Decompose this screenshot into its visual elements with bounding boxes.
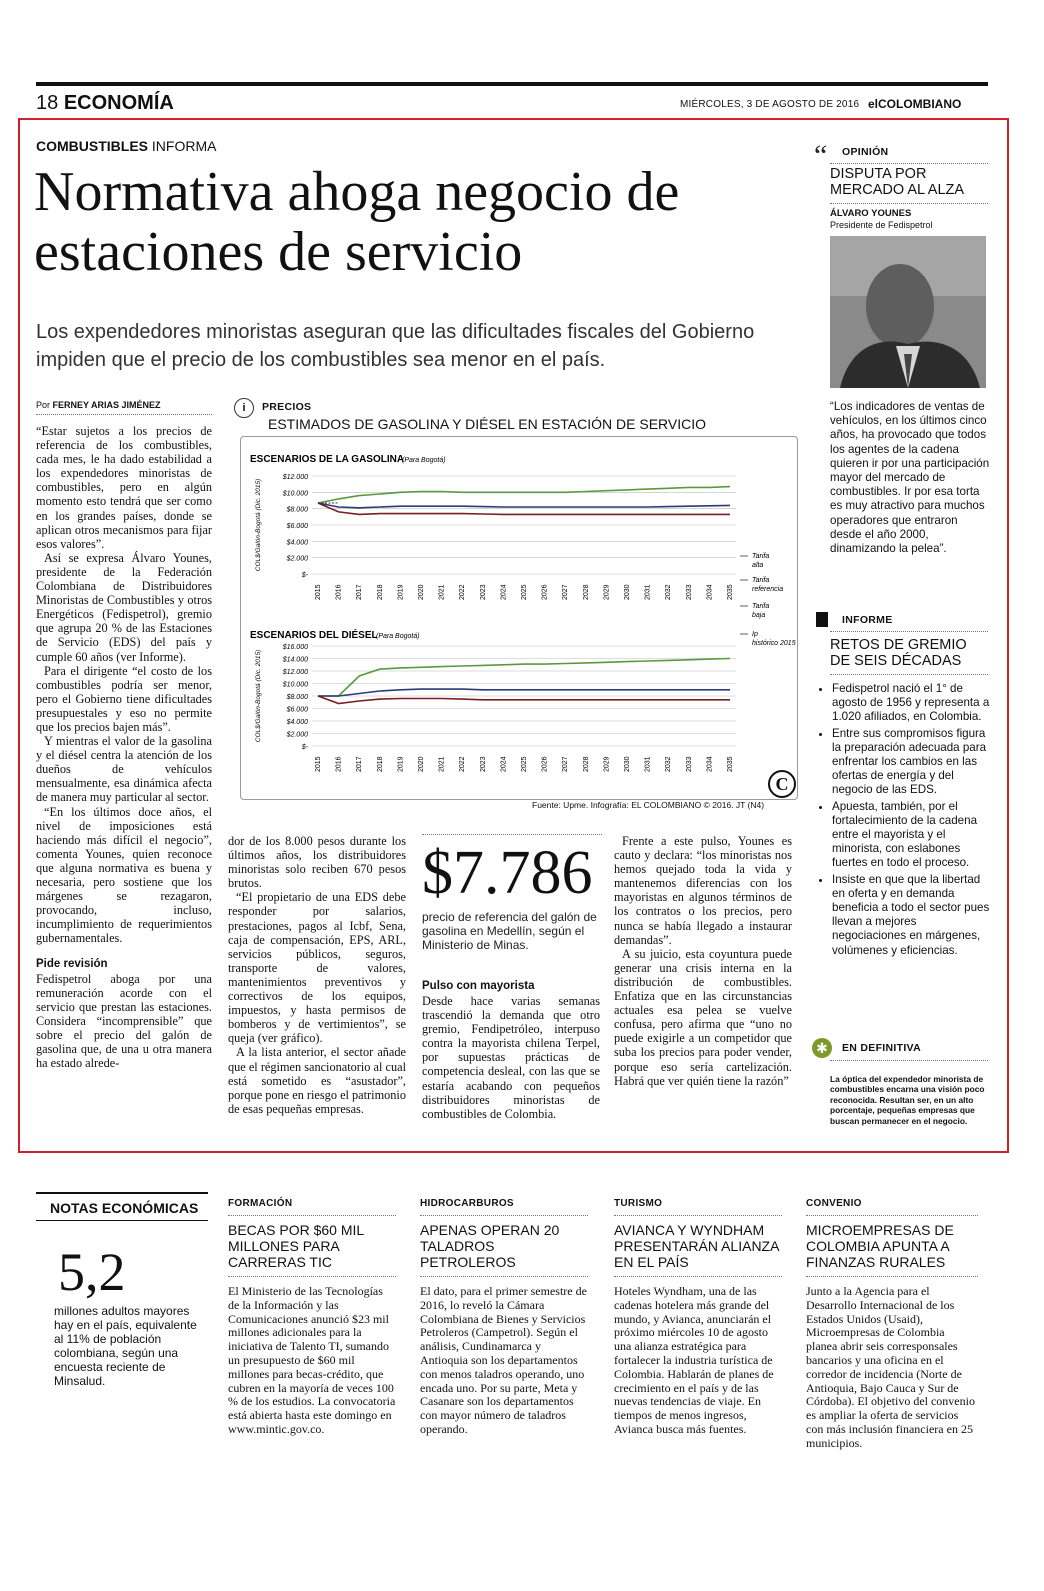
x-tick-label: 2028	[582, 584, 590, 600]
nota-rule	[228, 1276, 396, 1277]
y-tick-label: $12.000	[282, 669, 308, 676]
paragraph: dor de los 8.000 pesos durante los últimos años, los distribuidores minoristas solo reciben 670 pesos brutos.	[228, 834, 406, 891]
nota-label: FORMACIÓN	[228, 1198, 293, 1209]
nota-title: AVIANCA Y WYNDHAM PRESENTARÁN ALIANZA EN EL PAÍS	[614, 1222, 779, 1270]
y-tick-label: $4.000	[286, 539, 308, 547]
y-tick-label: $16.000	[282, 644, 308, 651]
kicker	[36, 138, 216, 154]
quote-icon: “	[814, 139, 828, 172]
x-tick-label: 2024	[500, 584, 508, 600]
byline-rule	[36, 414, 212, 415]
nota-title: MICROEMPRESAS DE COLOMBIA APUNTA A FINANZAS RURALES	[806, 1222, 954, 1270]
informe-list	[822, 682, 990, 960]
paragraph: Y mientras el valor de la gasolina y el diésel centra la atención de los dueños de vehículos mensualmente, esa dinámica afecta de manera muy particular al sector.	[36, 734, 212, 805]
legend-entry: Tarifa	[752, 553, 770, 560]
notas-rule-2	[36, 1220, 208, 1221]
brand-prefix: el	[868, 97, 879, 111]
x-tick-label: 2035	[727, 584, 734, 600]
x-tick-label: 2021	[438, 756, 446, 772]
x-tick-label: 2017	[356, 584, 364, 600]
x-tick-label: 2025	[521, 584, 528, 600]
x-tick-label: 2019	[397, 756, 405, 772]
nota-formacion	[228, 1198, 396, 1437]
x-tick-label: 2026	[541, 584, 549, 600]
series-line	[318, 487, 730, 503]
body-column-3	[422, 994, 600, 1121]
opinion-author: ÁLVARO YOUNES	[830, 208, 912, 219]
y-tick-label: $6.000	[286, 706, 308, 714]
body-column-4	[614, 834, 792, 1088]
nota-label: CONVENIO	[806, 1198, 862, 1209]
legend-entry: Tarifa	[752, 603, 770, 610]
section-name: ECONOMÍA	[63, 92, 174, 114]
x-tick-label: 2025	[521, 756, 528, 772]
byline-name: FERNEY ARIAS JIMÉNEZ	[52, 400, 161, 410]
paragraph: A la lista anterior, el sector añade que el régimen sancionatorio al cual está sometido es “asustador”, porque pone en riesgo el patrimonio de esas pequeñas empresas.	[228, 1045, 406, 1116]
x-tick-label: 2030	[624, 584, 631, 600]
x-tick-label: 2026	[541, 756, 549, 772]
x-tick-label: 2018	[376, 756, 384, 772]
y-tick-label: $8.000	[286, 506, 308, 514]
x-tick-label: 2034	[706, 756, 714, 772]
subhead-pulso: Pulso con mayorista	[422, 980, 535, 992]
x-tick-label: 2031	[644, 584, 652, 600]
nota-convenio	[806, 1198, 978, 1451]
definitiva-rule	[830, 1060, 988, 1061]
legend-entry: Ip	[752, 631, 758, 638]
nota-text: Hoteles Wyndham, una de las cadenas hotelera más grande del mundo, y Avianca, anunciarán el próximo miércoles 10 de agosto una alianza estratégica para fortalecer la industria turística de Colombia. Hablarán de planes de crecimiento en el país y de las nuevas tendencias de viaje. En tiempos de menos ingresos, Avianca busca más fuentes.	[614, 1284, 774, 1436]
y-tick-label: $6.000	[286, 523, 308, 530]
x-tick-label: 2024	[500, 756, 508, 772]
opinion-text: “Los indicadores de ventas de vehículos, en los últimos cinco años, ha provocado que todos los agentes de la cadena quieren ir por una participación mayor del mercado de combustibles. Ir por esa torta es muy atractivo para muchos operadores que entraron desde el año 2000, dinamizando la pelea”.	[830, 400, 990, 556]
y-tick-label: $-	[301, 744, 308, 751]
deck: Los expendedores minoristas aseguran que las dificultades fiscales del Gobierno impiden que el precio de los combustibles sea menor en el país.	[36, 321, 755, 371]
body-column-1	[36, 424, 212, 1070]
nota-rule	[806, 1276, 978, 1277]
x-tick-label: 2021	[438, 584, 446, 600]
definitiva-text: La óptica del expendedor minorista de combustibles encarna una visión poco reconocida. Resultan ser, en un alto porcentaje, pequeñas empresas que buscan permanecer en el negocio.	[830, 1074, 985, 1126]
y-axis-label: COL$/Galón-Bogotá (Dic. 2015)	[255, 649, 262, 743]
opinion-rule	[830, 163, 988, 164]
opinion-label: OPINIÓN	[842, 146, 889, 158]
paragraph: Fedispetrol aboga por una remuneración acorde con el servicio que prestan las estaciones. Considera “incomprensible” que sobre el precio del galón de gasolina que, de una u otra manera ha estado alrede-	[36, 971, 212, 1071]
x-tick-label: 2017	[356, 756, 364, 772]
x-tick-label: 2028	[582, 756, 590, 772]
x-tick-label: 2034	[706, 584, 714, 600]
nota-rule	[614, 1276, 782, 1277]
nota-text: El dato, para el primer semestre de 2016, lo reveló la Cámara Colombiana de Bienes y Servicios Petroleros (Campetrol). Según el análisis, Cundinamarca y Antioquia son los departamentos con menos taladros operando, uno encada uno. Por su parte, Meta y Casanare son los departamentos con mayor número de taladros operando.	[420, 1284, 587, 1436]
x-tick-label: 2022	[459, 584, 467, 600]
x-tick-label: 2020	[418, 756, 425, 772]
nota-rule	[614, 1215, 782, 1216]
x-tick-label: 2030	[624, 756, 631, 772]
y-tick-label: $-	[301, 572, 308, 579]
definitiva-label: EN DEFINITIVA	[842, 1042, 921, 1054]
notas-rule	[36, 1192, 208, 1194]
paragraph: “Estar sujetos a los precios de referencia de los combustibles, cada mes, le ha dado estabilidad a los expendedores minoristas de combustibles, pero en algún momento esto tendrá que ser como en los grandes países, donde se aplican otros mecanismos para fijar esos valores”.	[36, 424, 212, 551]
page-header	[36, 92, 174, 115]
document-icon	[816, 612, 828, 627]
notas-big-number: 5,2	[58, 1242, 126, 1302]
x-tick-label: 2032	[665, 756, 673, 772]
nota-rule	[420, 1215, 588, 1216]
x-tick-label: 2029	[603, 756, 611, 772]
body-column-2	[228, 834, 406, 1116]
x-tick-label: 2027	[562, 584, 570, 600]
list-item: • Apuesta, también, por el fortalecimiento de la cadena entre el mayorista y el minorista, con eslabones fuertes en todo el proceso.	[832, 800, 990, 871]
x-tick-label: 2032	[665, 584, 673, 600]
x-tick-label: 2015	[315, 756, 322, 772]
byline-prefix: Por	[36, 400, 51, 410]
info-icon: i	[234, 398, 254, 418]
chart-source: Fuente: Upme. Infografía: EL COLOMBIANO © 2016. JT (N4)	[532, 800, 765, 810]
nota-rule	[228, 1215, 396, 1216]
x-tick-label: 2018	[376, 584, 384, 600]
bignumber-rule	[422, 834, 602, 835]
y-tick-label: $10.000	[282, 681, 308, 689]
series-line	[318, 696, 730, 704]
x-tick-label: 2023	[479, 756, 487, 772]
informe-title: RETOS DE GREMIO DE SEIS DÉCADAS	[830, 637, 967, 669]
top-rule	[36, 82, 988, 86]
notas-big-caption: millones adultos mayores hay en el país, equivalente al 11% de población colombiana, según una encuesta reciente de Minsalud.	[54, 1304, 197, 1388]
informe-rule	[830, 631, 988, 632]
paragraph: Así se expresa Álvaro Younes, presidente de la Federación Colombiana de Distribuidores Minoristas de Combustibles y otros Energéticos (Fedispetrol), gremio que agrupa 20 % de las Estaciones de Servicio (EDS) del país y cumple 60 años (ver Informe).	[36, 550, 212, 664]
x-tick-label: 2016	[335, 756, 343, 772]
x-tick-label: 2015	[315, 584, 322, 600]
chart-title: ESCENARIOS DE LA GASOLINA	[250, 454, 405, 465]
series-line	[318, 503, 730, 508]
byline	[36, 400, 161, 410]
nota-title: APENAS OPERAN 20 TALADROS PETROLEROS	[420, 1222, 560, 1270]
chart-title: ESCENARIOS DEL DIÉSEL	[250, 630, 378, 641]
kicker-bold: COMBUSTIBLES	[36, 138, 148, 154]
paragraph: Frente a este pulso, Younes es cauto y declara: “los minoristas nos hemos quejado toda la vida y mantenemos diferencias con los mayoristas en algunos términos de los contratos o los precios, pero nunca se había llegado a instaurar demandas”.	[614, 834, 792, 947]
big-number: $7.786	[422, 839, 593, 907]
y-tick-label: $8.000	[286, 694, 308, 701]
paragraph: Para el dirigente “el costo de los combustibles podría ser menor, pero el Gobierno tiene dificultades presupuestales y eso no permite que los precios bajen más”.	[36, 663, 212, 734]
x-tick-label: 2033	[685, 756, 693, 772]
list-item: • Entre sus compromisos figura la preparación adecuada para enfrentar los cambios en las ofertas de energía y del negocio de las EDS.	[832, 727, 990, 798]
y-axis-label: COL$/Galón-Bogotá (Dic. 2015)	[255, 478, 262, 572]
informe-label: INFORME	[842, 614, 893, 626]
newspaper-brand	[868, 97, 961, 111]
opinion-role: Presidente de Fedispetrol	[830, 220, 933, 230]
nota-text: El Ministerio de las Tecnologías de la Información y las Comunicaciones anunció $23 mil millones adicionales para la iniciativa de Talento TI, sumando un presupuesto de $60 mil millones para becas-crédito, que cubren en la mayoría de veces 100 % de los estudios. La convocatoria está abierta hasta este domingo en www.mintic.gov.co.	[228, 1284, 396, 1436]
y-tick-label: $2.000	[286, 731, 308, 739]
x-tick-label: 2019	[397, 584, 405, 600]
badge-icon: ✱	[812, 1038, 832, 1058]
list-item: • Insiste en que que la libertad en oferta y en demanda beneficia a todo el sector pues llevan a mejores negociaciones en márgenes, volúmenes y eficiencias.	[832, 873, 990, 958]
page-number: 18	[36, 92, 59, 114]
opinion-title: DISPUTA POR MERCADO AL ALZA	[830, 166, 965, 198]
elcolombiano-logo-icon: C	[768, 770, 796, 798]
x-tick-label: 2033	[685, 584, 693, 600]
y-tick-label: $4.000	[286, 719, 308, 726]
opinion-rule-2	[830, 203, 988, 204]
legend-entry-cont: histórico 2015	[752, 640, 796, 647]
legend-entry-cont: baja	[752, 612, 766, 619]
legend-entry: Tarifa	[752, 577, 770, 584]
paragraph: “El propietario de una EDS debe responder por salarios, prestaciones, pagos al Icbf, Sena, caja de compensación, EPS, ARL, servicios públicos, seguros, transporte de valores, mantenimientos preventivos y correctivos de los equipos, impuestos, y hasta permisos de bomberos y de vertimientos”, se queja (ver gráfico).	[228, 890, 406, 1046]
nota-hidrocarburos	[420, 1198, 588, 1437]
y-tick-label: $12.000	[282, 474, 308, 481]
x-tick-label: 2020	[418, 584, 425, 600]
paragraph: A su juicio, esta coyuntura puede generar una crisis interna en la distribución de combustibles. Enfatiza que en las circunstancias actuales esa pelea se vuelve confusa, pero afirma que “uno no puede exigirle a un competidor que suba los precios para poder vender, porque eso sería cartelización. Habrá que ver quién tiene la razón”	[614, 946, 792, 1088]
issue-date: MIÉRCOLES, 3 DE AGOSTO DE 2016	[680, 99, 860, 110]
x-tick-label: 2016	[335, 584, 343, 600]
legend-entry-cont: alta	[752, 562, 764, 569]
headline: Normativa ahoga negocio de estaciones de servicio	[34, 161, 680, 283]
subhead-pide-revision: Pide revisión	[36, 958, 108, 971]
x-tick-label: 2027	[562, 756, 570, 772]
informe-rule-2	[830, 674, 988, 675]
nota-label: HIDROCARBUROS	[420, 1198, 514, 1209]
author-photo	[830, 236, 986, 388]
x-tick-label: 2031	[644, 756, 652, 772]
author-photo-illustration	[830, 236, 986, 388]
brand-name: COLOMBIANO	[878, 97, 962, 111]
series-line	[318, 689, 730, 696]
paragraph: “En los últimos doce años, el nivel de imposiciones está haciendo más difícil el negocio”, comenta Younes, quien reconoce que alguna normativa es buena y necesaria, pero sostiene que los márgenes se rezagaron, provocando, incluso, incumplimiento de requerimientos gubernamentales.	[36, 804, 212, 946]
x-tick-label: 2035	[727, 756, 734, 772]
notas-header: NOTAS ECONÓMICAS	[50, 1200, 199, 1216]
x-tick-label: 2029	[603, 584, 611, 600]
nota-turismo	[614, 1198, 782, 1437]
nota-label: TURISMO	[614, 1198, 663, 1209]
y-tick-label: $2.000	[286, 555, 308, 563]
legend-entry-cont: referencia	[752, 586, 784, 593]
nota-rule	[420, 1276, 588, 1277]
chart-section-title: ESTIMADOS DE GASOLINA Y DIÉSEL EN ESTACIÓN DE SERVICIO	[268, 416, 707, 432]
x-tick-label: 2023	[479, 584, 487, 600]
chart-subtitle: (Para Bogotá)	[402, 457, 446, 464]
paragraph: Desde hace varias semanas trascendió la demanda que otro gremio, Fendipetróleo, interpuso contra la mayorista chilena Terpel, por supuestas prácticas de competencia desleal, con las que se estaría acabando con pequeños distribuidores minoristas de combustibles de Colombia.	[422, 994, 600, 1121]
nota-title: BECAS POR $60 MIL MILLONES PARA CARRERAS TIC	[228, 1222, 364, 1270]
y-tick-label: $14.000	[282, 656, 308, 664]
list-item: • Fedispetrol nació el 1° de agosto de 1956 y representa a 1.020 afiliados, en Colombia.	[832, 682, 990, 725]
chart-subtitle: (Para Bogotá)	[376, 633, 420, 640]
big-number-caption: precio de referencia del galón de gasolina en Medellín, según el Ministerio de Minas.	[422, 910, 597, 952]
kicker-rest: INFORMA	[151, 138, 217, 154]
x-tick-label: 2022	[459, 756, 467, 772]
charts-svg	[240, 440, 796, 800]
nota-rule	[806, 1215, 978, 1216]
chart-section-label: PRECIOS	[262, 401, 312, 413]
nota-text: Junto a la Agencia para el Desarrollo Internacional de los Estados Unidos (Usaid), Microempresas de Colombia planea abrir seis corresponsales bancarios y una oficina en el corredor de incidencia (Norte de Antioquia, Bajo Cauca y Sur de Córdoba). El objetivo del convenio es ampliar la oferta de servicios con más inclusión financiera en 25 municipios.	[806, 1284, 975, 1450]
y-tick-label: $10.000	[282, 490, 308, 498]
